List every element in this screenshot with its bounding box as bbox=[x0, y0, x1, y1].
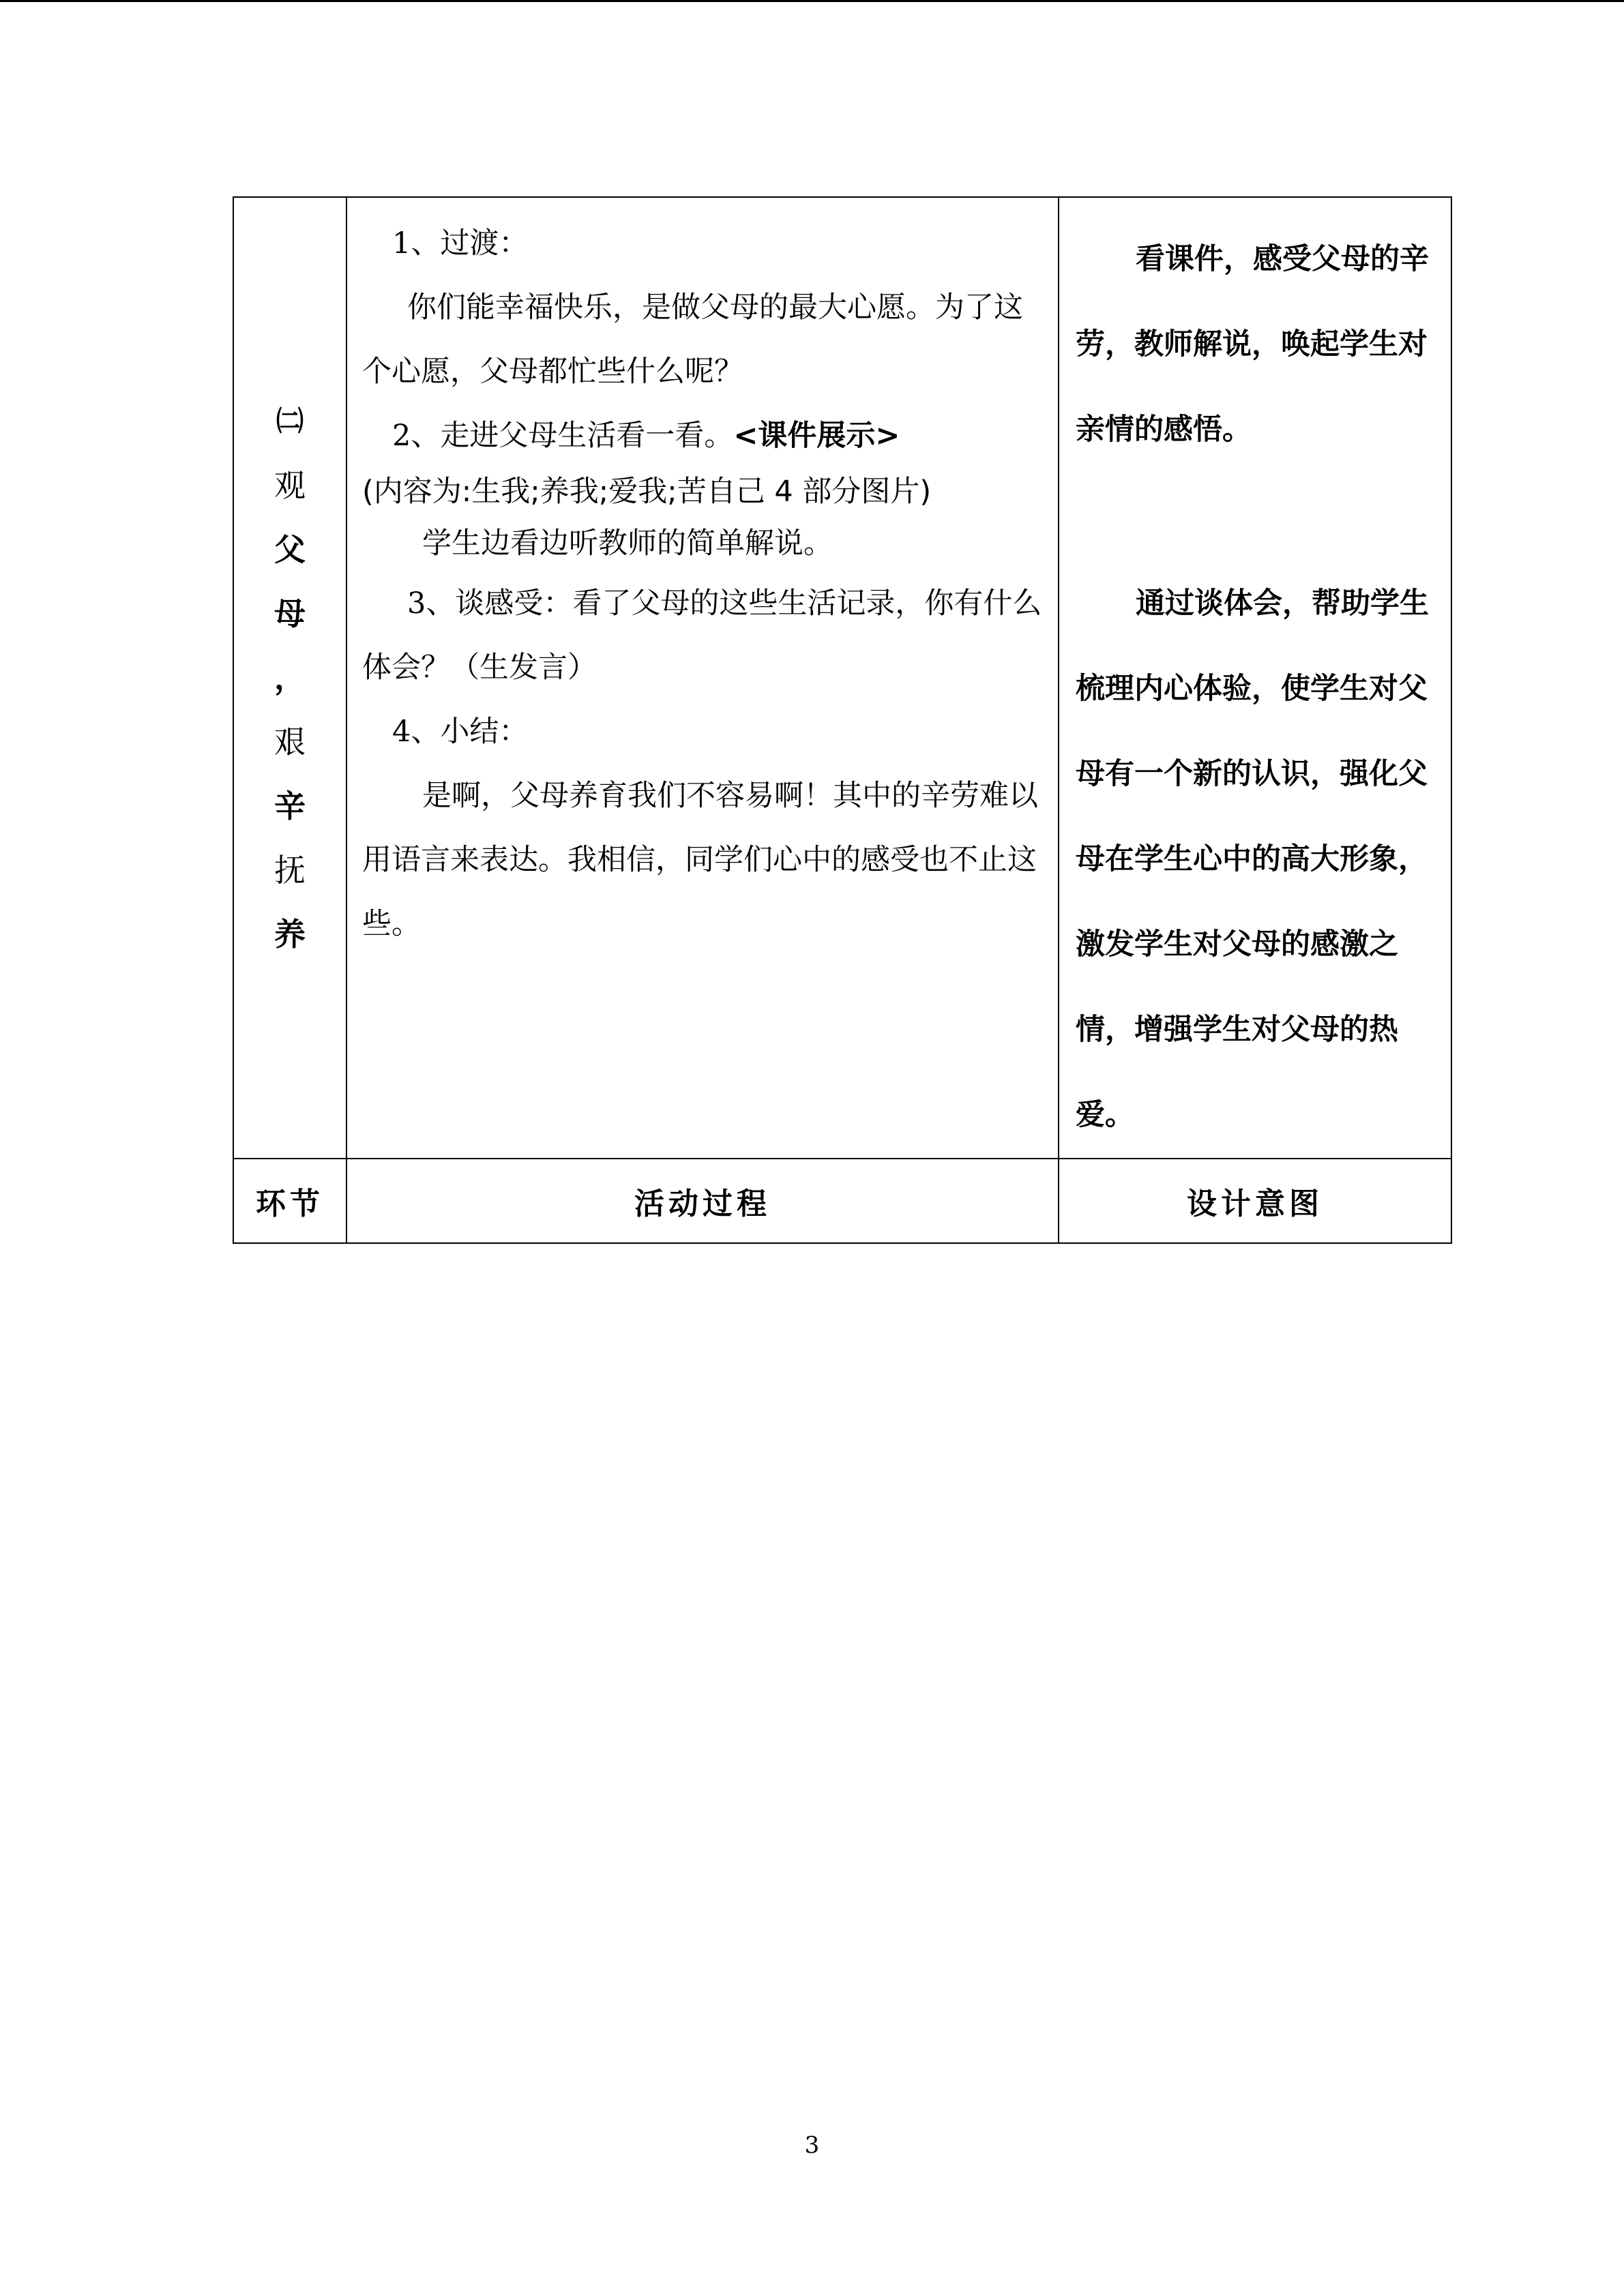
intent-cell bbox=[1059, 197, 1451, 1159]
process-cell bbox=[346, 197, 1059, 1159]
header-intent: 设计意图 bbox=[1059, 1159, 1451, 1243]
courseware-tag: <课件展示> bbox=[733, 419, 900, 453]
step4-label: 4、小结： bbox=[392, 715, 529, 749]
section-char: 辛 bbox=[274, 788, 306, 824]
section-title bbox=[234, 389, 346, 966]
section-cell bbox=[233, 197, 346, 1159]
top-rule bbox=[0, 0, 1624, 2]
step2-watch: 学生边看边听教师的简单解说。 bbox=[422, 526, 833, 561]
step4-text: 是啊，父母养育我们不容易啊！其中的辛劳难以用语言来表达。我相信，同学们心中的感受也不止这些。 bbox=[362, 779, 1038, 941]
section-char: 母 bbox=[274, 595, 306, 632]
step2-label: 2、走进父母生活看一看。 bbox=[392, 419, 734, 453]
step2-content: (内容为:生我;养我;爱我;苦自己 4 部分图片) bbox=[362, 475, 932, 509]
step3-text: 3、谈感受：看了父母的这些生活记录，你有什么体会？（生发言） bbox=[362, 586, 1042, 685]
step1-label: 1、过渡： bbox=[392, 226, 529, 260]
section-char: 艰 bbox=[274, 724, 306, 760]
section-char: 抚 bbox=[274, 852, 306, 889]
table-row bbox=[233, 197, 1451, 1159]
header-process: 活动过程 bbox=[346, 1159, 1059, 1243]
header-section: 环节 bbox=[233, 1159, 346, 1243]
section-char: ， bbox=[274, 659, 306, 696]
section-char: 父 bbox=[274, 531, 306, 568]
page-number: 3 bbox=[804, 2132, 820, 2159]
section-number: ㈡ bbox=[276, 406, 304, 437]
intent-para-2: 通过谈体会，帮助学生梳理内心体验，使学生对父母有一个新的认识，强化父母在学生心中的高大形象，激发学生对父母的感激之情，增强学生对父母的热爱。 bbox=[1076, 586, 1429, 1132]
section-char: 养 bbox=[274, 916, 306, 953]
intent-para-1: 看课件，感受父母的辛劳，教师解说，唤起学生对亲情的感悟。 bbox=[1076, 242, 1429, 447]
step1-text: 你们能幸福快乐，是做父母的最大心愿。为了这个心愿，父母都忙些什么呢？ bbox=[362, 290, 1023, 389]
lesson-plan-table bbox=[233, 196, 1452, 1244]
table-header-row bbox=[233, 1159, 1451, 1243]
step2-line bbox=[362, 404, 1046, 468]
section-char: 观 bbox=[274, 467, 306, 504]
